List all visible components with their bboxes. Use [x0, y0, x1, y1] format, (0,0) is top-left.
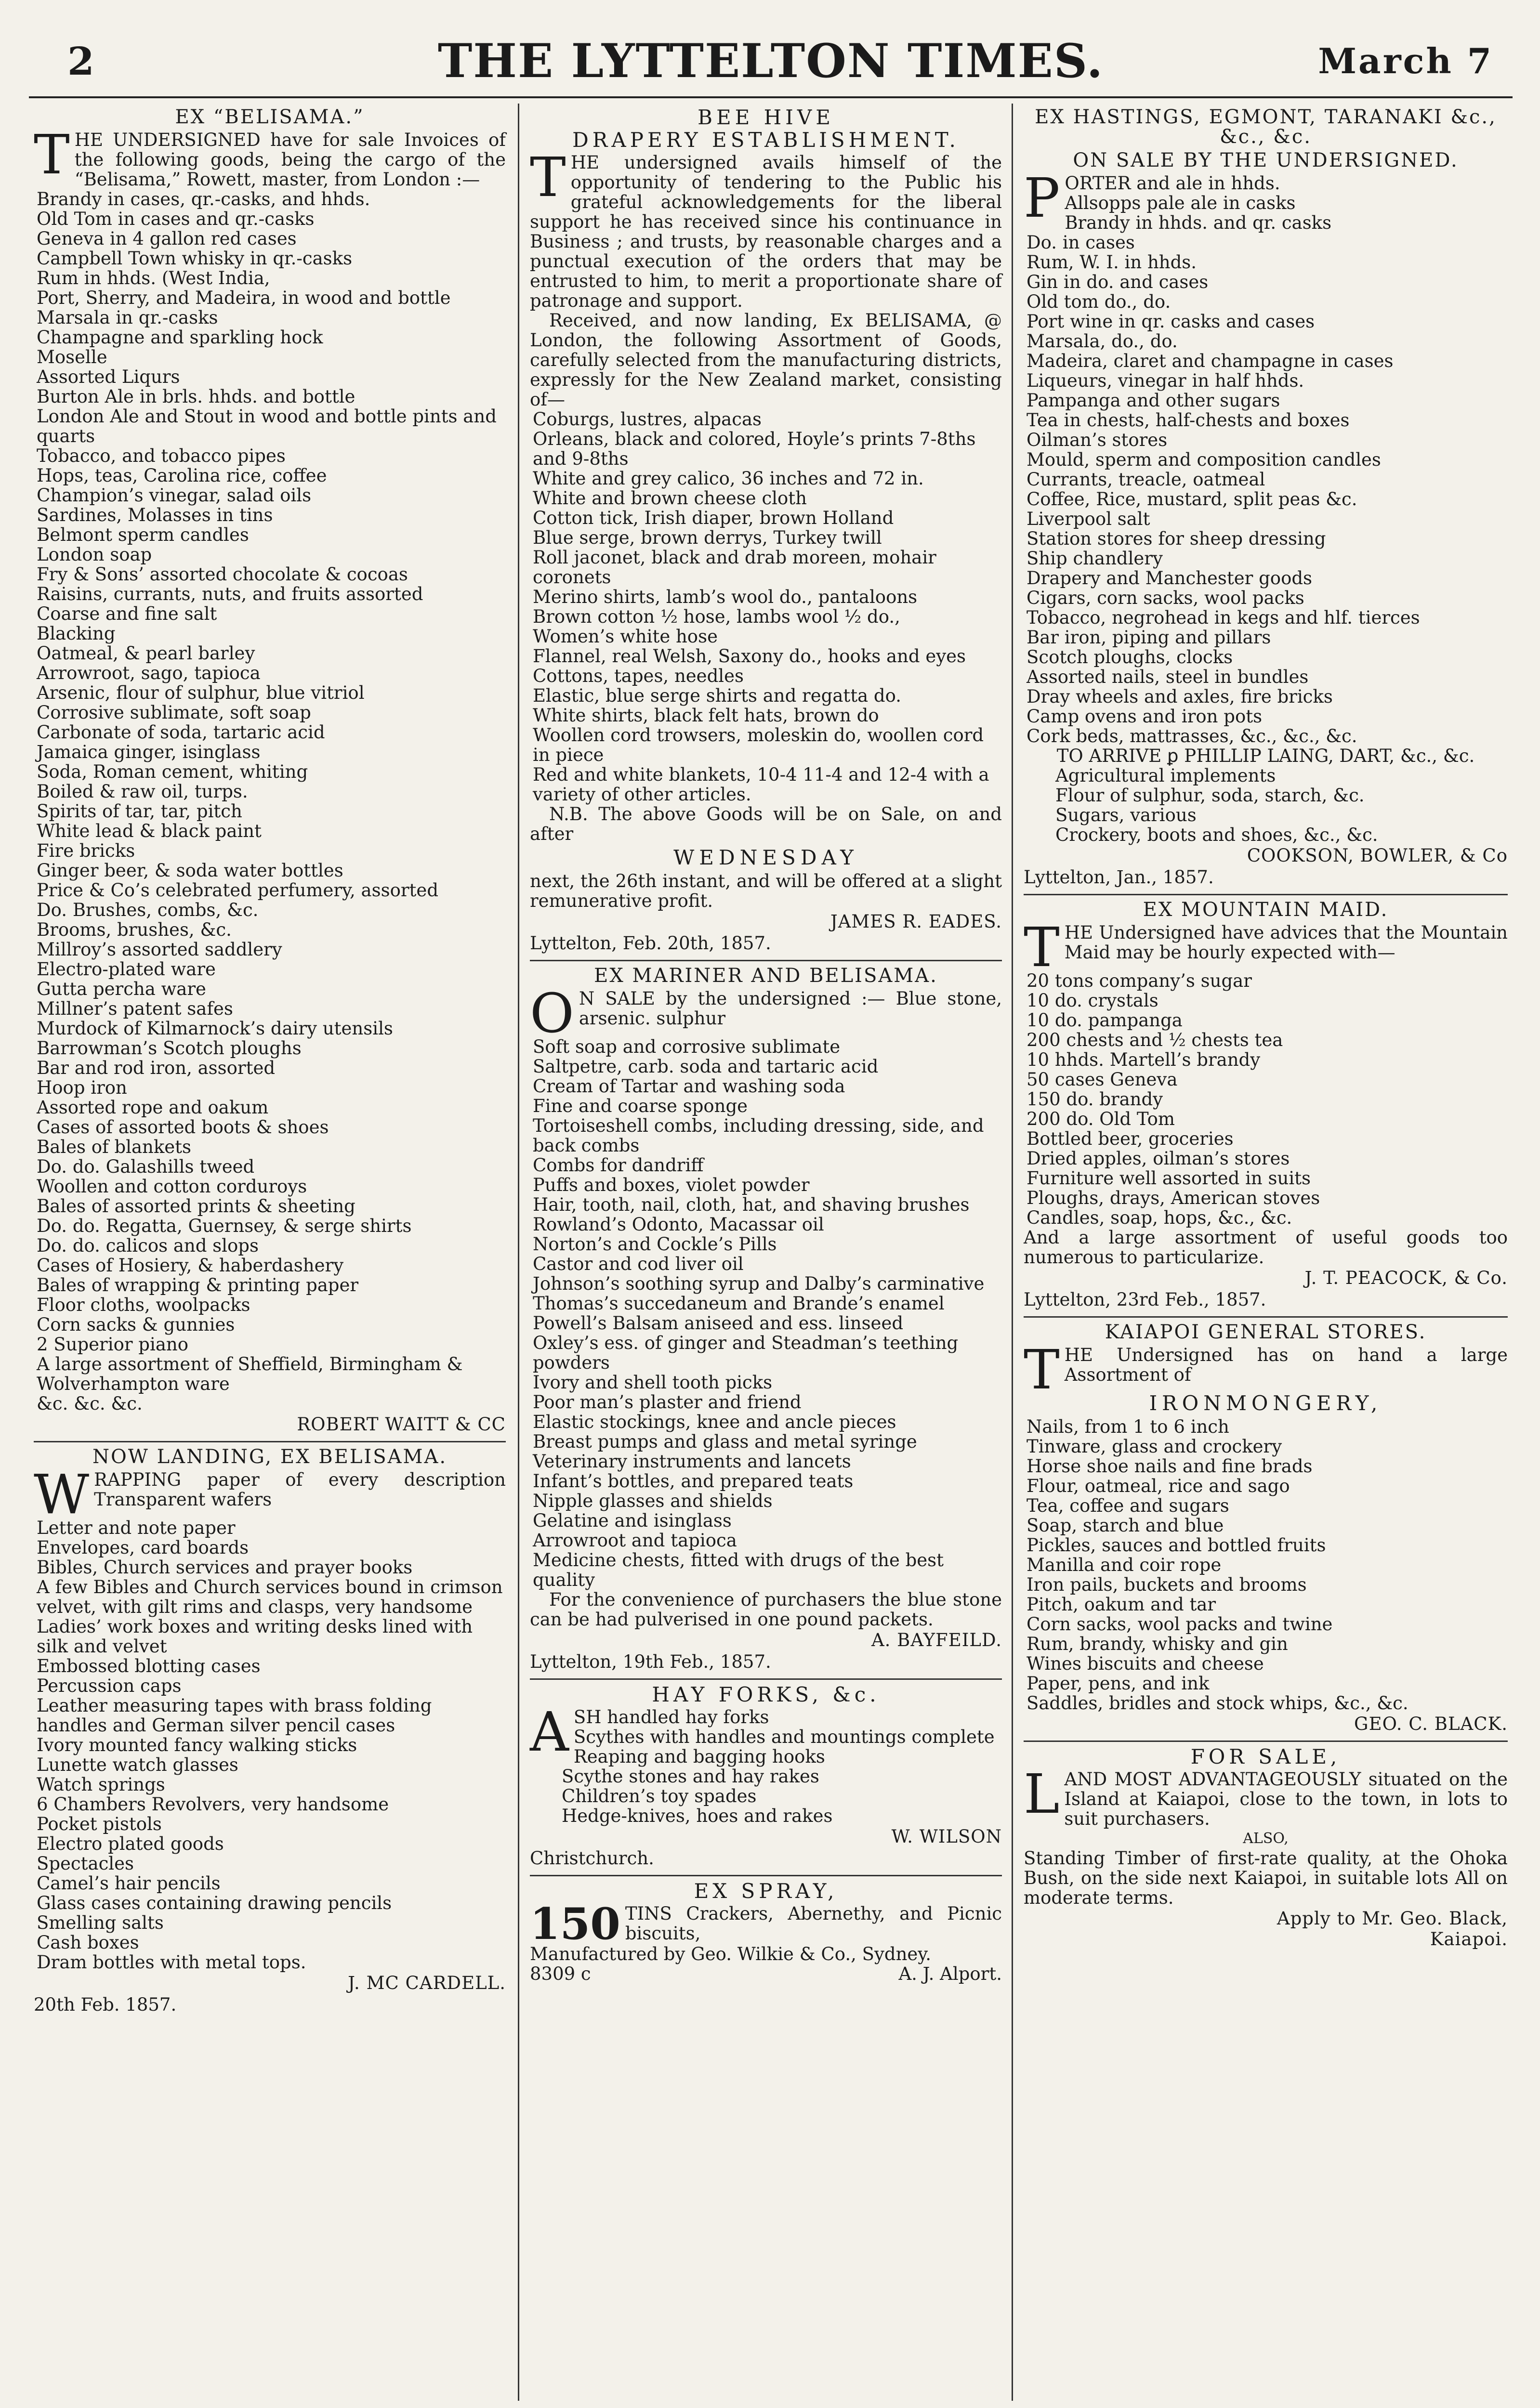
- list-item: Barrowman’s Scotch ploughs: [37, 1038, 302, 1059]
- list-item: Bottled beer, groceries: [1027, 1128, 1234, 1149]
- list-item: Thomas’s succedaneum and Brande’s enamel: [533, 1293, 945, 1314]
- advert-signature: JAMES R. EADES.: [830, 911, 1002, 932]
- advert-signature: COOKSON, BOWLER, & Co: [1247, 845, 1508, 866]
- list-item: Millroy’s assorted saddlery: [37, 939, 282, 960]
- advert-heading: EX MOUNTAIN MAID.: [1143, 899, 1389, 921]
- list-item: Camel’s hair pencils: [37, 1873, 221, 1894]
- advert-heading: EX MARINER AND BELISAMA.: [594, 965, 938, 987]
- list-item: Watch springs: [37, 1774, 165, 1795]
- list-item: Do. do. Regatta, Guernsey, & serge shirts: [37, 1216, 412, 1236]
- advert-separator: [530, 1678, 1002, 1680]
- advert-heading: NOW LANDING, EX BELISAMA.: [92, 1446, 448, 1468]
- list-item: Cigars, corn sacks, wool packs: [1027, 588, 1304, 608]
- advert-heading: EX SPRAY,: [694, 1879, 838, 1903]
- list-item: Puffs and boxes, violet powder: [533, 1175, 810, 1195]
- list-item: Spectacles: [37, 1853, 134, 1874]
- drop-cap: T: [34, 124, 70, 186]
- advert-mountain-maid: [1024, 900, 1508, 1309]
- advert-separator: [1024, 1741, 1508, 1742]
- list-item: Marsala, do., do.: [1027, 331, 1178, 352]
- list-item: Oilman’s stores: [1027, 430, 1168, 450]
- goods-list: [1024, 971, 1508, 1228]
- list-item: Belmont sperm candles: [37, 524, 249, 545]
- list-item: 10 do. crystals: [1027, 990, 1158, 1011]
- list-item: Cases of Hosiery, & haberdashery: [37, 1255, 344, 1276]
- masthead: [29, 34, 1513, 92]
- also-label: ALSO,: [1243, 1830, 1289, 1847]
- advert-intro: [530, 982, 1002, 1045]
- list-item: Old tom do., do.: [1027, 291, 1171, 312]
- drop-cap: A: [530, 1701, 569, 1764]
- advert-subheading: ON SALE BY THE UNDERSIGNED.: [1073, 149, 1459, 171]
- list-item: Brandy in cases, qr.-casks, and hhds.: [37, 189, 370, 209]
- advert-paragraph: And a large assortment of useful goods too numerous to particularize.: [1024, 1227, 1508, 1268]
- column-divider: [1012, 104, 1013, 2401]
- list-item: Arsenic, flour of sulphur, blue vitriol: [37, 682, 365, 703]
- list-item: Lunette watch glasses: [37, 1754, 238, 1775]
- issue-date: March 7: [1318, 40, 1493, 81]
- list-item: Oatmeal, & pearl barley: [37, 643, 255, 664]
- list-item: Brandy in hhds. and qr. casks: [1065, 212, 1332, 233]
- list-item: Pocket pistols: [37, 1814, 162, 1834]
- drop-cap: T: [1024, 1339, 1060, 1401]
- list-item: Spirits of tar, tar, pitch: [37, 801, 242, 822]
- advert-heading: KAIAPOI GENERAL STORES.: [1105, 1321, 1427, 1343]
- list-item: Champion’s vinegar, salad oils: [37, 485, 312, 506]
- list-item: Rum, W. I. in hhds.: [1027, 252, 1197, 273]
- list-item: Norton’s and Cockle’s Pills: [533, 1234, 777, 1255]
- advert-belisama: [34, 107, 506, 1434]
- goods-list: [1024, 1417, 1508, 1713]
- list-item: A few Bibles and Church services bound in crimson velvet, with gilt rims and clasps, very handsome: [37, 1577, 503, 1617]
- list-item: Champagne and sparkling hock: [37, 327, 323, 348]
- advert-place: Christchurch.: [530, 1848, 654, 1869]
- list-item: Children’s toy spades: [562, 1786, 757, 1806]
- masthead-rule: [29, 96, 1513, 98]
- list-item: Veterinary instruments and lancets: [533, 1451, 851, 1472]
- list-item: Cotton tick, Irish diaper, brown Holland: [533, 508, 894, 528]
- list-item: Jamaica ginger, isinglass: [37, 742, 261, 762]
- list-item: Flannel, real Welsh, Saxony do., hooks and eyes: [533, 646, 966, 667]
- drop-cap: O: [530, 982, 574, 1045]
- list-item: Orleans, black and colored, Hoyle’s prints 7-8ths and 9-8ths: [533, 429, 976, 469]
- list-item: Bales of blankets: [37, 1137, 192, 1157]
- newspaper-title: THE LYTTELTON TIMES.: [437, 34, 1104, 88]
- goods-list: [34, 1518, 506, 1972]
- advert-place-date: Lyttelton, Jan., 1857.: [1024, 867, 1214, 888]
- list-item: Breast pumps and glass and metal syringe: [533, 1431, 917, 1452]
- drop-cap: T: [1024, 916, 1060, 979]
- list-item: Ship chandlery: [1027, 548, 1163, 569]
- intro-text: HE undersigned avails himself of the opportunity of tendering to the Public his grateful acknowledgements for the liberal support he has received since his continuance in Business ; and trusts, by reasonable charges and a punctual execution of the orders that may be entrusted to him, to merit a proportionate share of patronage and support.: [530, 152, 1002, 311]
- advert-separator: [1024, 894, 1508, 895]
- list-item: Mould, sperm and composition candles: [1027, 449, 1381, 470]
- intro-text: TINS Crackers, Abernethy, and Picnic biscuits,: [625, 1903, 1002, 1944]
- list-item: Sardines, Molasses in tins: [37, 505, 273, 525]
- list-item: Red and white blankets, 10-4 11-4 and 12-4 with a variety of other articles.: [533, 764, 989, 805]
- list-item: Envelopes, card boards: [37, 1537, 249, 1558]
- advert-note: N.B. The above Goods will be on Sale, on and after: [530, 804, 1002, 844]
- list-item: Bar and rod iron, assorted: [37, 1058, 276, 1078]
- list-item: Wines biscuits and cheese: [1027, 1653, 1264, 1674]
- list-item: Ivory and shell tooth picks: [533, 1372, 773, 1393]
- list-item: Do. do. calicos and slops: [37, 1235, 259, 1256]
- list-item: Cottons, tapes, needles: [533, 666, 744, 686]
- list-item: Pickles, sauces and bottled fruits: [1027, 1535, 1326, 1556]
- list-item: Brooms, brushes, &c.: [37, 919, 232, 940]
- list-item: Scythe stones and hay rakes: [562, 1766, 819, 1787]
- list-item: Paper, pens, and ink: [1027, 1673, 1210, 1694]
- list-item: Burton Ale in brls. hhds. and bottle: [37, 386, 355, 407]
- list-item: Gutta percha ware: [37, 979, 206, 999]
- list-item: Saltpetre, carb. soda and tartaric acid: [533, 1056, 879, 1077]
- advert-mariner-belisama: [530, 966, 1002, 1672]
- advert-kaiapoi-stores: [1024, 1322, 1508, 1734]
- list-item: Woollen cord trowsers, moleskin do, woollen cord in piece: [533, 725, 984, 765]
- goods-list: [530, 409, 1002, 804]
- list-item: Tea in chests, half-chests and boxes: [1027, 410, 1350, 431]
- advert-paragraph: Standing Timber of first-rate quality, at the Ohoka Bush, on the side next Kaiapoi, in suitable lots All on moderate terms.: [1024, 1848, 1508, 1908]
- list-item: Hair, tooth, nail, cloth, hat, and shaving brushes: [533, 1194, 970, 1215]
- list-item: Soft soap and corrosive sublimate: [533, 1036, 841, 1057]
- list-item: Tobacco, and tobacco pipes: [37, 445, 286, 466]
- advert-ex-spray: [530, 1881, 1002, 1984]
- list-item: Raisins, currants, nuts, and fruits assorted: [37, 584, 423, 604]
- advert-intro: [34, 124, 506, 190]
- list-item: Cash boxes: [37, 1932, 139, 1953]
- list-item: Nails, from 1 to 6 inch: [1027, 1416, 1229, 1437]
- list-item: White and brown cheese cloth: [533, 488, 807, 509]
- list-item: Embossed blotting cases: [37, 1656, 261, 1676]
- list-item: Combs for dandriff: [533, 1155, 704, 1176]
- list-item: Port wine in qr. casks and cases: [1027, 311, 1315, 332]
- intro-text: N SALE by the undersigned :— Blue stone, arsenic. sulphur: [579, 988, 1002, 1029]
- intro-text: HE Undersigned has on hand a large Assortment of: [1064, 1345, 1508, 1385]
- list-item: Candles, soap, hops, &c., &c.: [1027, 1207, 1292, 1228]
- sale-day: WEDNESDAY: [673, 846, 858, 869]
- list-item: Hoop iron: [37, 1077, 127, 1098]
- list-item: Gin in do. and cases: [1027, 272, 1209, 292]
- goods-list: [34, 189, 506, 1413]
- drop-cap: T: [530, 146, 566, 209]
- list-item: Dried apples, oilman’s stores: [1027, 1148, 1290, 1169]
- list-item: Tinware, glass and crockery: [1027, 1436, 1282, 1457]
- advert-signature: W. WILSON: [891, 1826, 1002, 1847]
- list-item: Liqueurs, vinegar in half hhds.: [1027, 370, 1304, 391]
- list-item: Dram bottles with metal tops.: [37, 1952, 306, 1973]
- list-item: Currants, treacle, oatmeal: [1027, 469, 1265, 490]
- intro-text: RAPPING paper of every description Transparent wafers: [94, 1469, 506, 1510]
- list-item: Boiled & raw oil, turps.: [37, 781, 248, 802]
- list-item: Coarse and fine salt: [37, 603, 217, 624]
- list-item: Letter and note paper: [37, 1518, 236, 1538]
- maker-line: Manufactured by Geo. Wilkie & Co., Sydney.: [530, 1944, 932, 1964]
- list-item: Dray wheels and axles, fire bricks: [1027, 686, 1333, 707]
- list-item: Millner’s patent safes: [37, 998, 233, 1019]
- list-item: Floor cloths, woolpacks: [37, 1295, 250, 1315]
- advert-for-sale: [1024, 1747, 1508, 1949]
- arrive-list: [1024, 766, 1508, 845]
- advert-signature: J. MC CARDELL.: [348, 1973, 506, 1993]
- list-item: 2 Superior piano: [37, 1334, 188, 1355]
- drop-cap: W: [34, 1464, 90, 1526]
- list-item: Hedge-knives, hoes and rakes: [562, 1806, 833, 1826]
- quantity-number: 150: [530, 1898, 620, 1950]
- list-item: Medicine chests, fitted with drugs of the best quality: [533, 1550, 944, 1590]
- advert-separator: [34, 1441, 506, 1442]
- advert-signature: GEO. C. BLACK.: [1354, 1714, 1508, 1734]
- list-item: Pampanga and other sugars: [1027, 390, 1280, 411]
- list-item: Old Tom in cases and qr.-casks: [37, 209, 315, 229]
- advert-bee-hive: [530, 107, 1002, 953]
- column-3: [1019, 104, 1513, 2406]
- advert-now-landing: [34, 1447, 506, 2015]
- list-item: 10 do. pampanga: [1027, 1010, 1183, 1031]
- list-item: Corn sacks, wool packs and twine: [1027, 1614, 1333, 1635]
- advert-paragraph: Received, and now landing, Ex BELISAMA, @ London, the following Assortment of Goods, carefully selected from the manufacturing districts, expressly for the New Zealand market, consisting of—: [530, 310, 1002, 410]
- advert-place-date: Lyttelton, 19th Feb., 1857.: [530, 1651, 771, 1672]
- advert-hastings: [1024, 107, 1508, 887]
- list-item: Tobacco, negrohead in kegs and hlf. tierces: [1027, 607, 1420, 628]
- advert-hay-forks: [530, 1685, 1002, 1868]
- advert-heading: FOR SALE,: [1190, 1745, 1341, 1768]
- list-item: White shirts, black felt hats, brown do: [533, 705, 879, 726]
- list-item: Oxley’s ess. of ginger and Steadman’s teething powders: [533, 1333, 959, 1373]
- advert-intro: [1024, 916, 1508, 979]
- advert-subheading: IRONMONGERY,: [1149, 1391, 1382, 1415]
- list-item: Do. Brushes, combs, &c.: [37, 900, 259, 920]
- list-item: 200 chests and ½ chests tea: [1027, 1030, 1283, 1050]
- list-item: Ploughs, drays, American stoves: [1027, 1188, 1320, 1208]
- list-item: Merino shirts, lamb’s wool do., pantaloons: [533, 587, 918, 607]
- advert-separator: [1024, 1316, 1508, 1318]
- list-item: Ivory mounted fancy walking sticks: [37, 1735, 357, 1755]
- advert-intro: [1024, 1763, 1508, 1829]
- list-item: Port, Sherry, and Madeira, in wood and bottle: [37, 288, 451, 308]
- list-item: &c. &c. &c.: [37, 1393, 143, 1414]
- list-item: Tea, coffee and sugars: [1027, 1495, 1229, 1516]
- list-item: Allsopps pale ale in casks: [1065, 193, 1296, 213]
- list-item: White lead & black paint: [37, 821, 262, 841]
- list-item: 6 Chambers Revolvers, very handsome: [37, 1794, 389, 1815]
- list-item: Electro plated goods: [37, 1833, 224, 1854]
- advert-subheading: DRAPERY ESTABLISHMENT.: [572, 128, 960, 152]
- list-item: Soap, starch and blue: [1027, 1515, 1224, 1536]
- list-item: Fire bricks: [37, 840, 135, 861]
- list-item: Carbonate of soda, tartaric acid: [37, 722, 325, 743]
- list-item: 200 do. Old Tom: [1027, 1109, 1175, 1129]
- list-item: Tortoiseshell combs, including dressing, side, and back combs: [533, 1115, 984, 1156]
- list-item: London soap: [37, 544, 152, 565]
- list-item: Coffee, Rice, mustard, split peas &c.: [1027, 489, 1357, 510]
- list-item: Blue serge, brown derrys, Turkey twill: [533, 527, 882, 548]
- list-item: Bales of wrapping & printing paper: [37, 1275, 359, 1296]
- list-item: Roll jaconet, black and drab moreen, mohair coronets: [533, 547, 936, 588]
- intro-text: HE Undersigned have advices that the Mountain Maid may be hourly expected with—: [1064, 922, 1508, 963]
- list-item: Poor man’s plaster and friend: [533, 1392, 802, 1413]
- list-item: 50 cases Geneva: [1027, 1069, 1178, 1090]
- advert-intro: [34, 1464, 506, 1526]
- footer-row: [530, 1964, 1002, 1984]
- list-item: Ladies’ work boxes and writing desks lined with silk and velvet: [37, 1616, 473, 1657]
- advert-signature: A. BAYFEILD.: [871, 1630, 1002, 1650]
- list-item: Assorted nails, steel in bundles: [1027, 667, 1309, 687]
- list-item: Drapery and Manchester goods: [1027, 568, 1313, 589]
- drop-cap: L: [1024, 1763, 1060, 1826]
- list-item: 20 tons company’s sugar: [1027, 970, 1252, 991]
- list-item: Furniture well assorted in suits: [1027, 1168, 1311, 1189]
- list-item: Horse shoe nails and fine brads: [1027, 1456, 1313, 1477]
- advert-reference: 8309 c: [530, 1963, 591, 1984]
- page-number: 2: [67, 39, 94, 84]
- list-item: Arrowroot, sago, tapioca: [37, 663, 261, 683]
- list-item: Gelatine and isinglass: [533, 1510, 732, 1531]
- advert-heading: HAY FORKS, &c.: [652, 1683, 880, 1706]
- list-item: Price & Co’s celebrated perfumery, assorted: [37, 880, 438, 901]
- advert-intro: [530, 1898, 1002, 1950]
- list-item: Soda, Roman cement, whiting: [37, 761, 308, 782]
- list-item: Assorted Liqurs: [37, 366, 180, 387]
- list-item: Infant’s bottles, and prepared teats: [533, 1471, 854, 1492]
- list-item: Fine and coarse sponge: [533, 1096, 748, 1116]
- list-item: Fry & Sons’ assorted chocolate & cocoas: [37, 564, 408, 585]
- advert-place-date: Lyttelton, Feb. 20th, 1857.: [530, 933, 771, 954]
- goods-list: [1024, 193, 1508, 746]
- list-item: Electro-plated ware: [37, 959, 216, 980]
- list-item: Woollen and cotton corduroys: [37, 1176, 307, 1197]
- list-item: Sugars, various: [1055, 805, 1197, 825]
- intro-text: SH handled hay forks: [573, 1707, 769, 1727]
- list-item: Women’s white hose: [533, 626, 718, 647]
- column-1: [29, 104, 511, 2406]
- advert-heading: EX “BELISAMA.”: [175, 106, 365, 128]
- list-item: Cases of assorted boots & shoes: [37, 1117, 329, 1138]
- list-item: Rum, brandy, whisky and gin: [1027, 1634, 1288, 1654]
- list-item: Do. in cases: [1027, 232, 1135, 253]
- advert-signature: ROBERT WAITT & CC: [297, 1414, 506, 1435]
- list-item: Murdock of Kilmarnock’s dairy utensils: [37, 1018, 393, 1039]
- list-item: Coburgs, lustres, alpacas: [533, 409, 762, 430]
- advert-separator: [530, 1875, 1002, 1876]
- list-item: White and grey calico, 36 inches and 72 in.: [533, 468, 924, 489]
- list-item: Ginger beer, & soda water bottles: [37, 860, 343, 881]
- column-2: [525, 104, 1007, 2406]
- list-item: Liverpool salt: [1027, 509, 1150, 529]
- advert-heading: EX HASTINGS, EGMONT, TARANAKI &c., &c., &c.: [1035, 106, 1497, 148]
- list-item: Geneva in 4 gallon red cases: [37, 228, 297, 249]
- advert-intro: [530, 146, 1002, 311]
- list-item: Percussion caps: [37, 1675, 182, 1696]
- list-item: Pitch, oakum and tar: [1027, 1594, 1216, 1615]
- list-item: Assorted rope and oakum: [37, 1097, 269, 1118]
- intro-text: ORTER and ale in hhds.: [1065, 173, 1280, 194]
- list-item: Cork beds, mattrasses, &c., &c., &c.: [1027, 726, 1357, 746]
- list-item: Corn sacks & gunnies: [37, 1314, 235, 1335]
- list-item: Leather measuring tapes with brass folding handles and German silver pencil cases: [37, 1695, 432, 1736]
- list-item: Glass cases containing drawing pencils: [37, 1893, 392, 1913]
- column-divider: [518, 104, 519, 2401]
- list-item: Scythes with handles and mountings complete: [573, 1727, 995, 1747]
- list-item: Bar iron, piping and pillars: [1027, 627, 1271, 648]
- list-item: Rowland’s Odonto, Macassar oil: [533, 1214, 824, 1235]
- list-item: Arrowroot and tapioca: [533, 1530, 737, 1551]
- list-item: Saddles, bridles and stock whips, &c., &c.: [1027, 1693, 1408, 1714]
- list-item: Iron pails, buckets and brooms: [1027, 1574, 1307, 1595]
- advert-date: 20th Feb. 1857.: [34, 1994, 177, 2015]
- advert-place: Kaiapoi.: [1430, 1929, 1508, 1950]
- list-item: Elastic stockings, knee and ancle pieces: [533, 1412, 896, 1432]
- intro-text: HE UNDERSIGNED have for sale Invoices of the following goods, being the cargo of the “Belisama,” Rowett, master, from London :—: [74, 130, 506, 190]
- list-item: Elastic, blue serge shirts and regatta do.: [533, 685, 902, 706]
- list-item: 150 do. brandy: [1027, 1089, 1163, 1110]
- list-item: Cream of Tartar and washing soda: [533, 1076, 845, 1097]
- advert-paragraph: For the convenience of purchasers the blue stone can be had pulverised in one pound packets.: [530, 1589, 1002, 1630]
- list-item: Castor and cod liver oil: [533, 1254, 744, 1274]
- advert-signature: A. J. Alport.: [898, 1963, 1002, 1984]
- advert-signature: J. T. PEACOCK, & Co.: [1304, 1268, 1508, 1288]
- advert-apply: Apply to Mr. Geo. Black,: [1277, 1908, 1508, 1929]
- list-item: Camp ovens and iron pots: [1027, 706, 1263, 727]
- advert-place-date: Lyttelton, 23rd Feb., 1857.: [1024, 1289, 1266, 1310]
- drop-cap: P: [1024, 167, 1060, 230]
- list-item: Flour of sulphur, soda, starch, &c.: [1055, 785, 1365, 806]
- list-item: Powell’s Balsam aniseed and ess. linseed: [533, 1313, 904, 1334]
- list-item: London Ale and Stout in wood and bottle pints and quarts: [37, 406, 497, 446]
- arrive-heading: TO ARRIVE ꝑ PHILLIP LAING, DART, &c., &c.: [1056, 746, 1475, 766]
- list-item: Station stores for sheep dressing: [1027, 528, 1326, 549]
- intro-text: AND MOST ADVANTAGEOUSLY situated on the Island at Kaiapoi, close to the town, in lots to suit purchasers.: [1064, 1769, 1508, 1829]
- list-item: Manilla and coir rope: [1027, 1555, 1222, 1575]
- list-item: Campbell Town whisky in qr.-casks: [37, 248, 353, 269]
- goods-list: [530, 1727, 1002, 1826]
- list-item: Marsala in qr.-casks: [37, 307, 218, 328]
- goods-list: [530, 1037, 1002, 1590]
- list-item: Nipple glasses and shields: [533, 1491, 773, 1511]
- list-item: Brown cotton ½ hose, lambs wool ½ do.,: [533, 606, 900, 627]
- list-item: Bibles, Church services and prayer books: [37, 1557, 413, 1578]
- list-item: Madeira, claret and champagne in cases: [1027, 351, 1394, 371]
- list-item: Moselle: [37, 347, 107, 367]
- advert-separator: [530, 960, 1002, 961]
- list-item: Johnson’s soothing syrup and Dalby’s carminative: [533, 1273, 985, 1294]
- list-item: Scotch ploughs, clocks: [1027, 647, 1233, 667]
- list-item: A large assortment of Sheffield, Birmingham & Wolverhampton ware: [37, 1354, 463, 1394]
- list-item: Agricultural implements: [1055, 765, 1276, 786]
- list-item: Blacking: [37, 623, 116, 644]
- advert-intro: [1024, 1339, 1508, 1401]
- list-item: Crockery, boots and shoes, &c., &c.: [1055, 824, 1378, 845]
- list-item: Do. do. Galashills tweed: [37, 1156, 255, 1177]
- advert-paragraph: next, the 26th instant, and will be offered at a slight remunerative profit.: [530, 871, 1002, 911]
- list-item: Bales of assorted prints & sheeting: [37, 1196, 355, 1217]
- list-item: 10 hhds. Martell’s brandy: [1027, 1049, 1261, 1070]
- list-item: Rum in hhds. (West India,: [37, 268, 270, 288]
- list-item: Flour, oatmeal, rice and sago: [1027, 1476, 1290, 1496]
- list-item: Smelling salts: [37, 1912, 164, 1933]
- advert-heading: BEE HIVE: [698, 105, 834, 129]
- list-item: Corrosive sublimate, soft soap: [37, 702, 311, 723]
- list-item: Hops, teas, Carolina rice, coffee: [37, 465, 327, 486]
- list-item: Reaping and bagging hooks: [573, 1746, 825, 1767]
